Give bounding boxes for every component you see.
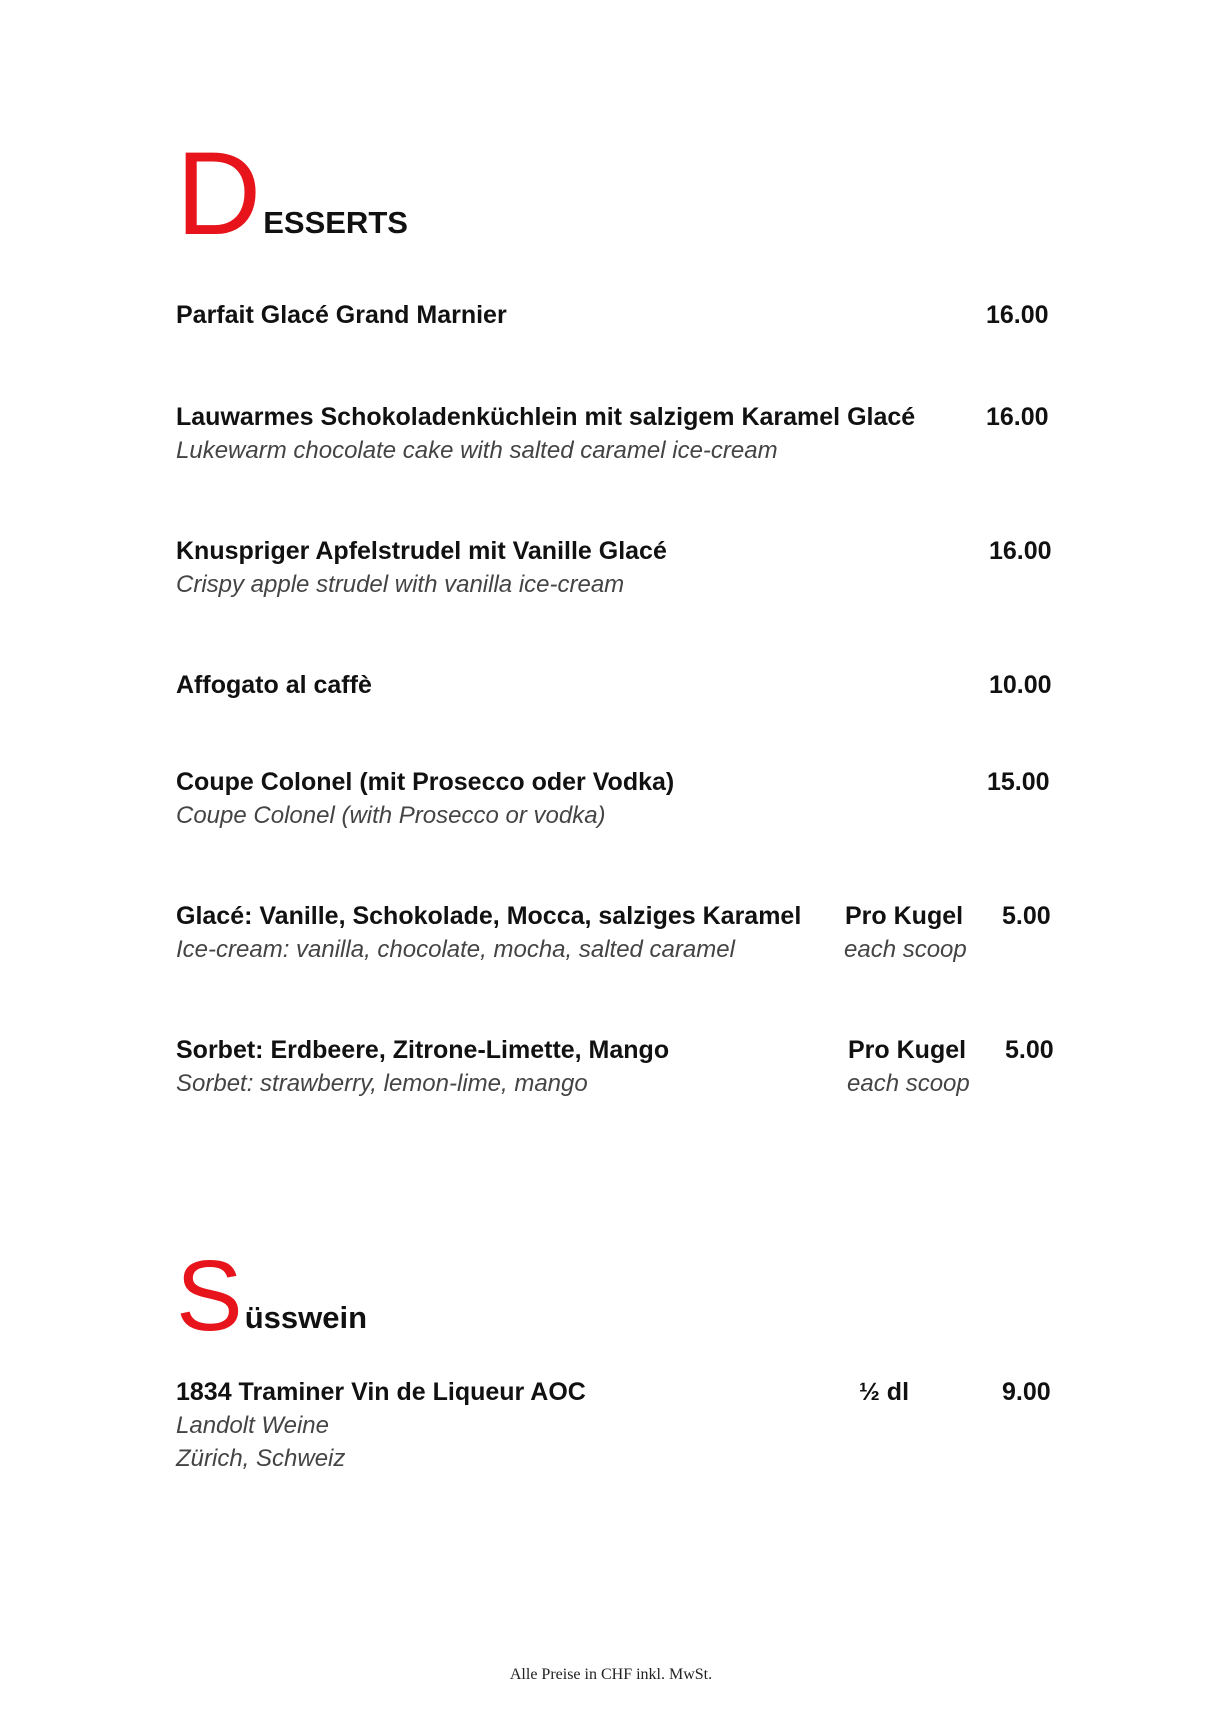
suesswein-heading-initial: S [176,1240,243,1352]
desserts-heading-rest: ESSERTS [263,205,408,241]
item-price: 5.00 [1005,1036,1054,1064]
menu-item-coupe-colonel [176,765,1056,832]
item-description: Coupe Colonel (with Prosecco or vodka) [176,802,606,829]
item-price: 15.00 [987,768,1050,796]
item-name: Knuspriger Apfelstrudel mit Vanille Glacé [176,537,667,565]
item-price: 16.00 [986,403,1049,431]
item-price: 16.00 [989,537,1052,565]
suesswein-heading-rest: üsswein [244,1300,368,1335]
item-name: Glacé: Vanille, Schokolade, Mocca, salziges Karamel [176,902,802,930]
item-description: Ice-cream: vanilla, chocolate, mocha, salted caramel [176,936,735,963]
desserts-heading [176,128,408,260]
item-name: Affogato al caffè [176,671,372,699]
item-price: 9.00 [1002,1378,1051,1406]
menu-item-traminer [176,1375,1056,1475]
item-unit-english: each scoop [847,1070,970,1097]
item-unit: Pro Kugel [845,902,964,930]
menu-item-sorbet [176,1033,1056,1100]
item-name: Coupe Colonel (mit Prosecco oder Vodka) [176,768,675,796]
item-price: 5.00 [1002,902,1051,930]
item-unit: Pro Kugel [848,1036,967,1064]
item-description: Crispy apple strudel with vanilla ice-cream [176,571,625,598]
item-name: Parfait Glacé Grand Marnier [176,301,507,329]
suesswein-heading [176,1240,368,1352]
item-unit-english: each scoop [844,936,967,963]
item-unit: ½ dl [859,1378,910,1406]
item-price: 10.00 [989,671,1052,699]
price-note: Alle Preise in CHF inkl. MwSt. [509,1666,713,1683]
item-name: 1834 Traminer Vin de Liqueur AOC [176,1378,586,1406]
menu-item-schokoladenkuechlein [176,400,1056,467]
item-origin: Zürich, Schweiz [176,1445,346,1472]
menu-item-parfait [176,298,1056,332]
desserts-heading-initial: D [176,128,262,260]
item-name: Lauwarmes Schokoladenküchlein mit salzigem Karamel Glacé [176,403,916,431]
item-price: 16.00 [986,301,1049,329]
item-description: Lukewarm chocolate cake with salted caramel ice-cream [176,437,778,464]
menu-item-glace [176,899,1056,966]
item-name: Sorbet: Erdbeere, Zitrone-Limette, Mango [176,1036,670,1064]
menu-item-apfelstrudel [176,534,1056,601]
item-producer: Landolt Weine [176,1412,329,1439]
item-description: Sorbet: strawberry, lemon-lime, mango [176,1070,588,1097]
menu-item-affogato [176,668,1056,702]
